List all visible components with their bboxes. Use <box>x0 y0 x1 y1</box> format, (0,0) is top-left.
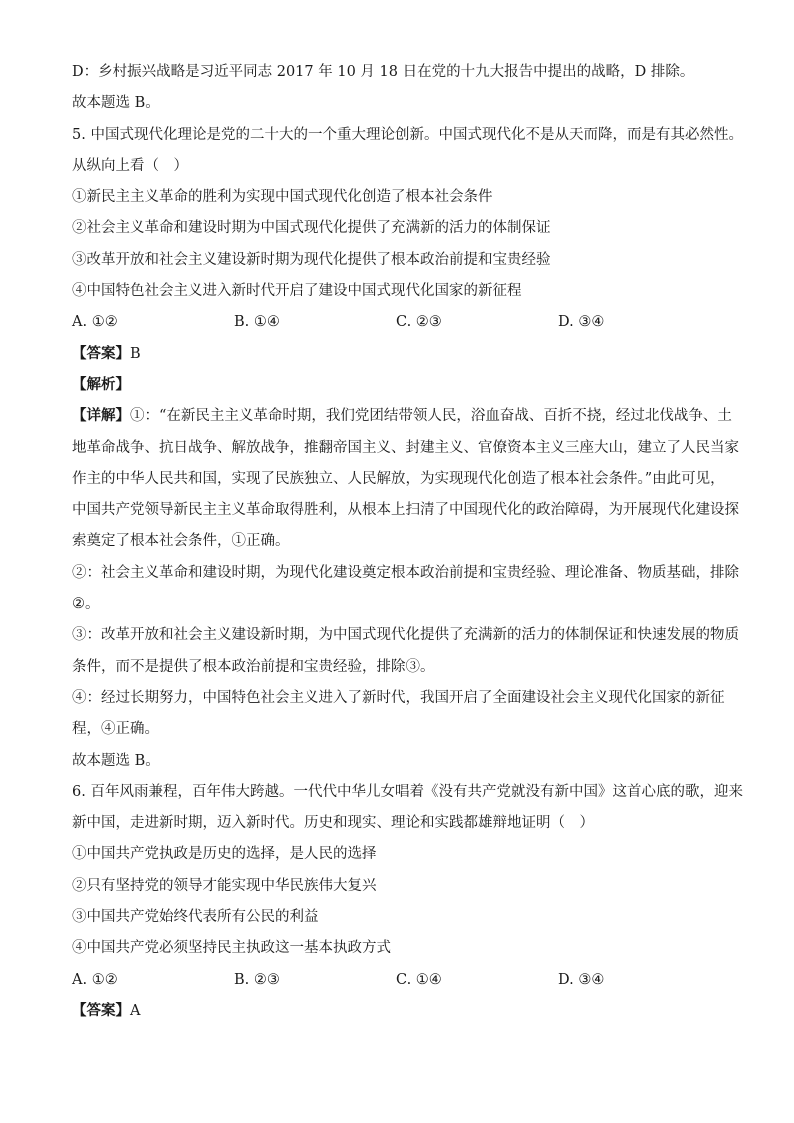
q6-option-b: B. ②③ <box>234 971 280 988</box>
q5-detail-1-line-4: 中国共产党领导新民主主义革命取得胜利，从根本上扫清了中国现代化的政治障碍，为开展现代化建设探 <box>72 502 739 519</box>
q6-option-d: D. ③④ <box>558 971 605 988</box>
q5-answer <box>72 344 732 364</box>
q6-options <box>72 970 732 990</box>
q6-answer-label: 【答案】 <box>72 1001 130 1019</box>
q6-answer <box>72 1001 732 1021</box>
q6-stem-line-2: 新中国，走进新时期，迈入新时代。历史和现实、理论和实践都雄辩地证明（ ） <box>72 815 594 832</box>
q5-detail-4-line-2: 程，④正确。 <box>72 721 159 738</box>
document-page <box>72 62 743 1021</box>
q6-statement-1: ①中国共产党执政是历史的选择，是人民的选择 <box>72 846 377 863</box>
q5-answer-value: B <box>130 345 141 362</box>
q5-statement-3: ③改革开放和社会主义建设新时期为现代化提供了根本政治前提和宝贵经验 <box>72 251 551 268</box>
q5-statement-1: ①新民主主义革命的胜利为实现中国式现代化创造了根本社会条件 <box>72 189 493 206</box>
q5-detail-1-text-1: ①：“在新民主主义革命时期，我们党团结带领人民，浴血奋战、百折不挠，经过北伐战争、土 <box>130 408 732 425</box>
q6-statement-3: ③中国共产党始终代表所有公民的利益 <box>72 909 319 926</box>
q5-detail-2-line-1: ②：社会主义革命和建设时期，为现代化建设奠定根本政治前提和宝贵经验、理论准备、物质基础，排除 <box>72 564 739 581</box>
q5-detail-1-line-1 <box>72 406 732 426</box>
q5-detail-4-line-1: ④：经过长期努力，中国特色社会主义进入了新时代，我国开启了全面建设社会主义现代化国家的新征 <box>72 689 725 706</box>
q5-option-c: C. ②③ <box>396 314 442 331</box>
q5-option-d: D. ③④ <box>558 314 605 331</box>
q5-detail-label: 【详解】 <box>72 407 130 425</box>
q5-stem-line-1: 5. 中国式现代化理论是党的二十大的一个重大理论创新。中国式现代化不是从天而降，而是有其必然性。 <box>72 126 743 143</box>
q6-option-a: A. ①② <box>72 971 118 988</box>
q5-detail-2-line-2: ②。 <box>72 596 100 613</box>
q5-statement-2: ②社会主义革命和建设时期为中国式现代化提供了充满新的活力的体制保证 <box>72 220 551 237</box>
q6-option-c: C. ①④ <box>396 971 442 988</box>
q5-option-b: B. ①④ <box>234 314 280 331</box>
q5-conclusion: 故本题选 B。 <box>72 752 160 769</box>
q5-detail-3-line-1: ③：改革开放和社会主义建设新时期，为中国式现代化提供了充满新的活力的体制保证和快速发展的物质 <box>72 627 739 644</box>
q4-option-d-note: D：乡村振兴战略是习近平同志 2017 年 10 月 18 日在党的十九大报告中提出的战略，D 排除。 <box>72 64 695 80</box>
q5-stem-line-2: 从纵向上看（ ） <box>72 157 188 174</box>
q5-detail-1-line-3: 作主的中华人民共和国，实现了民族独立、人民解放，为实现现代化创造了根本社会条件。”由此可见， <box>72 470 725 487</box>
q5-options <box>72 312 732 332</box>
q5-detail-1-line-2: 地革命战争、抗日战争、解放战争，推翻帝国主义、封建主义、官僚资本主义三座大山，建立了人民当家 <box>72 439 739 456</box>
q5-detail-3-line-2: 条件，而不是提供了根本政治前提和宝贵经验，排除③。 <box>72 658 435 675</box>
q5-analysis-label: 【解析】 <box>72 375 130 393</box>
q5-statement-4: ④中国特色社会主义进入新时代开启了建设中国式现代化国家的新征程 <box>72 283 522 300</box>
q6-stem-line-1: 6. 百年风雨兼程，百年伟大跨越。一代代中华儿女唱着《没有共产党就没有新中国》这首心底的歌，迎来 <box>72 783 743 800</box>
q5-answer-label: 【答案】 <box>72 344 130 362</box>
q6-answer-value: A <box>130 1002 141 1019</box>
q5-detail-1-line-5: 索奠定了根本社会条件，①正确。 <box>72 533 290 550</box>
q6-statement-4: ④中国共产党必须坚持民主执政这一基本执政方式 <box>72 940 391 957</box>
q5-option-a: A. ①② <box>72 314 118 331</box>
q6-statement-2: ②只有坚持党的领导才能实现中华民族伟大复兴 <box>72 877 377 894</box>
q4-conclusion: 故本题选 B。 <box>72 95 160 112</box>
